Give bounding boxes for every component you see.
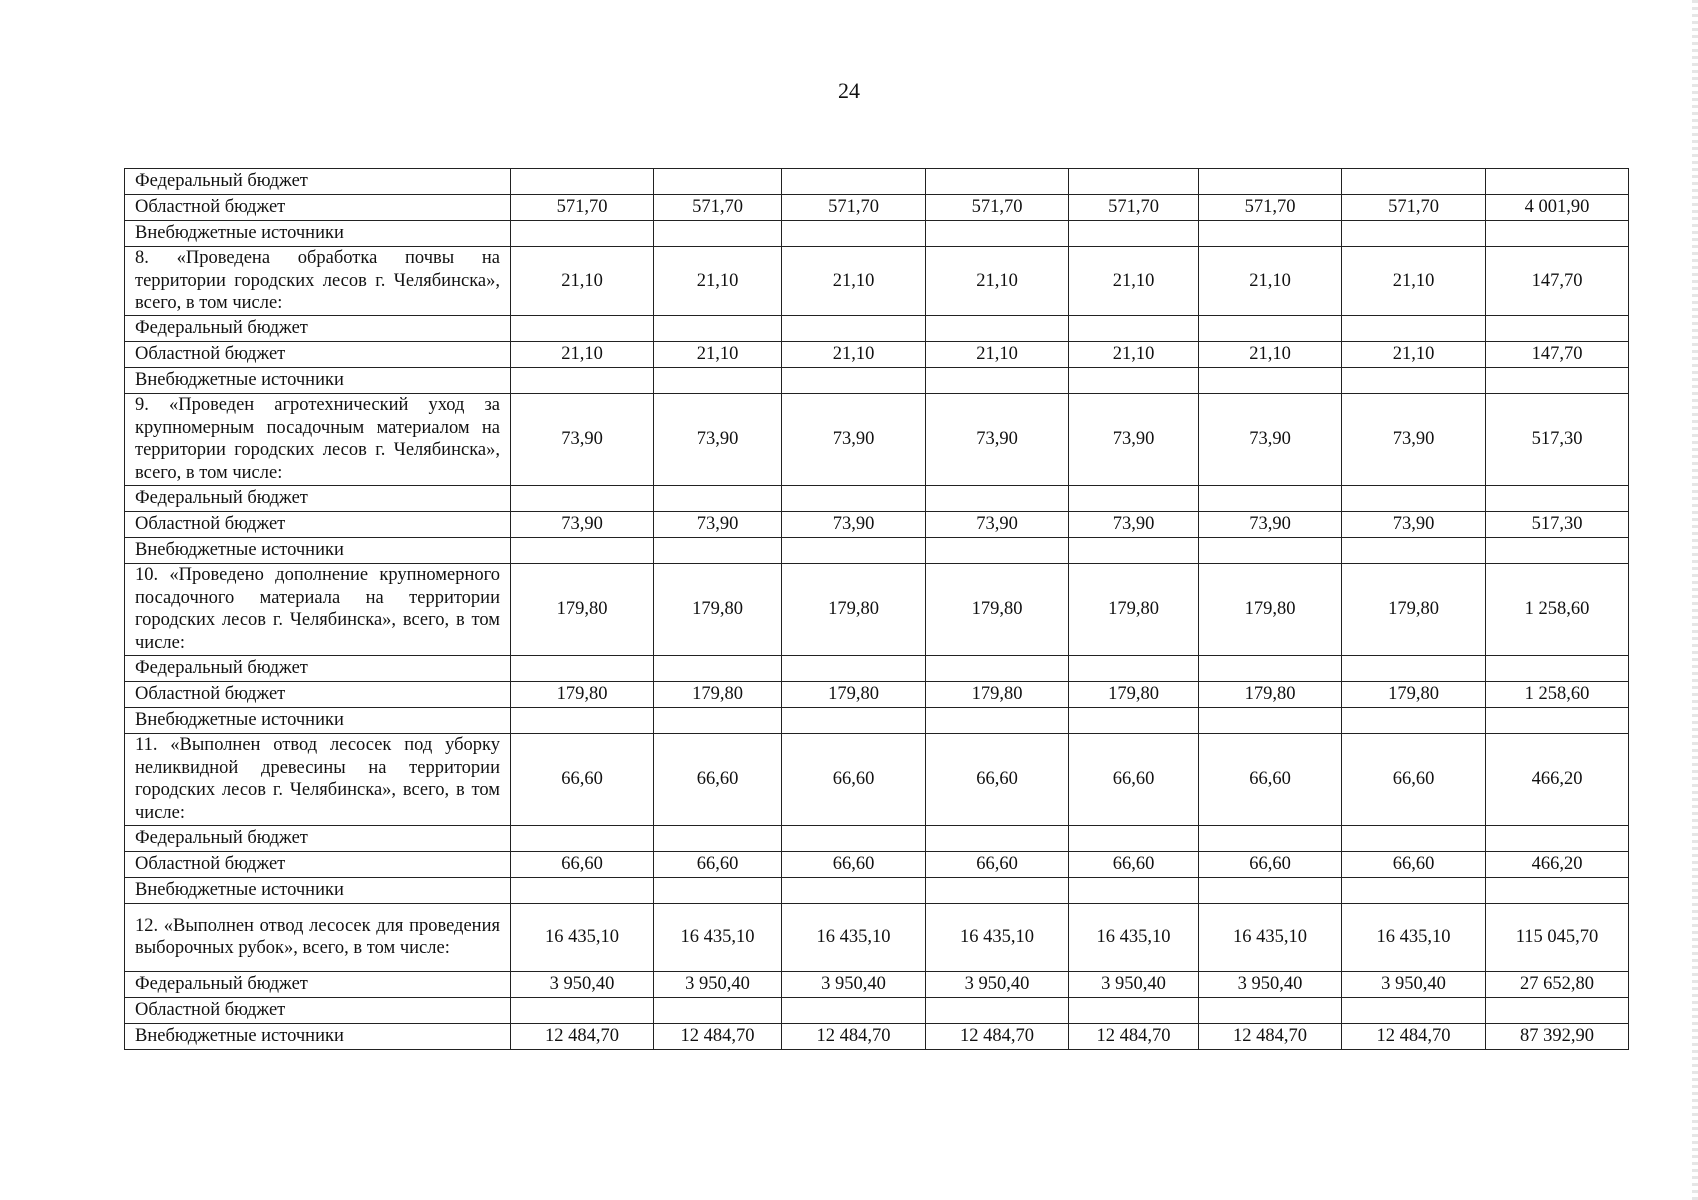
value-cell xyxy=(511,655,654,681)
value-cell: 179,80 xyxy=(1199,681,1342,707)
value-cell: 66,60 xyxy=(654,851,782,877)
row-label: Внебюджетные источники xyxy=(125,367,511,393)
value-cell: 66,60 xyxy=(1342,851,1486,877)
value-cell: 73,90 xyxy=(654,393,782,485)
value-cell: 66,60 xyxy=(1342,733,1486,825)
value-cell: 571,70 xyxy=(511,195,654,221)
table-row xyxy=(125,971,1629,997)
budget-table xyxy=(124,168,1629,1050)
value-cell xyxy=(654,485,782,511)
value-cell xyxy=(1069,825,1199,851)
value-cell xyxy=(511,221,654,247)
total-cell xyxy=(1486,707,1629,733)
value-cell xyxy=(926,997,1069,1023)
value-cell: 21,10 xyxy=(1069,247,1199,316)
value-cell: 66,60 xyxy=(926,733,1069,825)
row-label: Федеральный бюджет xyxy=(125,485,511,511)
value-cell: 73,90 xyxy=(1069,393,1199,485)
value-cell: 16 435,10 xyxy=(1069,903,1199,971)
total-cell: 147,70 xyxy=(1486,247,1629,316)
value-cell xyxy=(926,169,1069,195)
total-cell xyxy=(1486,367,1629,393)
value-cell: 3 950,40 xyxy=(654,971,782,997)
total-cell xyxy=(1486,537,1629,563)
row-label: 10. «Проведено дополнение крупномерного посадочного материала на территории городских лесов г. Челябинска», всего, в том числе: xyxy=(125,563,511,655)
total-cell xyxy=(1486,169,1629,195)
value-cell xyxy=(782,655,926,681)
total-cell: 115 045,70 xyxy=(1486,903,1629,971)
value-cell: 21,10 xyxy=(782,341,926,367)
row-label: Внебюджетные источники xyxy=(125,1023,511,1049)
value-cell: 21,10 xyxy=(1069,341,1199,367)
row-label: Внебюджетные источники xyxy=(125,707,511,733)
value-cell: 21,10 xyxy=(1199,247,1342,316)
table-row xyxy=(125,169,1629,195)
value-cell xyxy=(926,221,1069,247)
value-cell: 21,10 xyxy=(926,341,1069,367)
value-cell: 179,80 xyxy=(654,681,782,707)
value-cell: 66,60 xyxy=(1069,733,1199,825)
table-row xyxy=(125,195,1629,221)
table-row xyxy=(125,733,1629,825)
total-cell: 27 652,80 xyxy=(1486,971,1629,997)
row-label: Федеральный бюджет xyxy=(125,971,511,997)
value-cell: 3 950,40 xyxy=(926,971,1069,997)
value-cell xyxy=(511,367,654,393)
value-cell: 179,80 xyxy=(926,563,1069,655)
value-cell: 21,10 xyxy=(511,247,654,316)
value-cell xyxy=(654,221,782,247)
value-cell xyxy=(1342,825,1486,851)
value-cell xyxy=(782,997,926,1023)
table-row xyxy=(125,537,1629,563)
value-cell: 73,90 xyxy=(654,511,782,537)
value-cell: 12 484,70 xyxy=(1342,1023,1486,1049)
value-cell xyxy=(1199,221,1342,247)
value-cell: 571,70 xyxy=(1199,195,1342,221)
value-cell xyxy=(1342,655,1486,681)
value-cell xyxy=(782,825,926,851)
total-cell xyxy=(1486,221,1629,247)
value-cell xyxy=(926,367,1069,393)
table-row xyxy=(125,825,1629,851)
total-cell xyxy=(1486,825,1629,851)
total-cell: 1 258,60 xyxy=(1486,681,1629,707)
value-cell: 179,80 xyxy=(782,681,926,707)
value-cell xyxy=(782,707,926,733)
value-cell xyxy=(782,537,926,563)
table-row xyxy=(125,485,1629,511)
table-row xyxy=(125,1023,1629,1049)
total-cell: 466,20 xyxy=(1486,733,1629,825)
value-cell: 16 435,10 xyxy=(654,903,782,971)
value-cell xyxy=(782,169,926,195)
value-cell: 571,70 xyxy=(1069,195,1199,221)
value-cell xyxy=(1199,825,1342,851)
value-cell: 73,90 xyxy=(511,393,654,485)
table-row xyxy=(125,851,1629,877)
value-cell xyxy=(1069,221,1199,247)
row-label: 12. «Выполнен отвод лесосек для проведения выборочных рубок», всего, в том числе: xyxy=(125,903,511,971)
table-row xyxy=(125,247,1629,316)
value-cell xyxy=(782,367,926,393)
value-cell: 73,90 xyxy=(1342,393,1486,485)
table-row xyxy=(125,221,1629,247)
value-cell xyxy=(1069,367,1199,393)
value-cell xyxy=(926,485,1069,511)
value-cell: 66,60 xyxy=(1069,851,1199,877)
total-cell xyxy=(1486,315,1629,341)
value-cell: 73,90 xyxy=(782,511,926,537)
total-cell xyxy=(1486,877,1629,903)
value-cell xyxy=(654,655,782,681)
row-label: Федеральный бюджет xyxy=(125,655,511,681)
value-cell: 21,10 xyxy=(782,247,926,316)
value-cell: 3 950,40 xyxy=(511,971,654,997)
total-cell: 4 001,90 xyxy=(1486,195,1629,221)
total-cell: 517,30 xyxy=(1486,393,1629,485)
table-row xyxy=(125,707,1629,733)
value-cell: 73,90 xyxy=(926,393,1069,485)
row-label: Областной бюджет xyxy=(125,341,511,367)
value-cell xyxy=(1342,315,1486,341)
value-cell xyxy=(654,367,782,393)
value-cell: 16 435,10 xyxy=(511,903,654,971)
scan-edge-artifact xyxy=(1692,0,1698,1200)
row-label: Областной бюджет xyxy=(125,681,511,707)
total-cell: 466,20 xyxy=(1486,851,1629,877)
value-cell xyxy=(926,825,1069,851)
row-label: Областной бюджет xyxy=(125,997,511,1023)
value-cell: 12 484,70 xyxy=(782,1023,926,1049)
value-cell xyxy=(1069,315,1199,341)
value-cell xyxy=(1342,707,1486,733)
value-cell xyxy=(654,825,782,851)
value-cell xyxy=(511,877,654,903)
value-cell xyxy=(1199,485,1342,511)
value-cell: 571,70 xyxy=(782,195,926,221)
row-label: Федеральный бюджет xyxy=(125,825,511,851)
value-cell: 73,90 xyxy=(511,511,654,537)
value-cell: 179,80 xyxy=(1069,563,1199,655)
value-cell xyxy=(511,825,654,851)
value-cell: 179,80 xyxy=(1069,681,1199,707)
value-cell xyxy=(1069,485,1199,511)
value-cell xyxy=(511,169,654,195)
value-cell: 16 435,10 xyxy=(782,903,926,971)
value-cell xyxy=(511,997,654,1023)
value-cell xyxy=(654,877,782,903)
value-cell xyxy=(1199,315,1342,341)
value-cell xyxy=(1069,169,1199,195)
table-row xyxy=(125,681,1629,707)
value-cell: 179,80 xyxy=(654,563,782,655)
value-cell xyxy=(1199,537,1342,563)
budget-table-body xyxy=(125,169,1629,1050)
value-cell xyxy=(926,707,1069,733)
value-cell xyxy=(1069,707,1199,733)
value-cell xyxy=(1069,997,1199,1023)
value-cell xyxy=(511,707,654,733)
value-cell xyxy=(782,221,926,247)
value-cell xyxy=(1199,367,1342,393)
value-cell xyxy=(1342,169,1486,195)
row-label: Областной бюджет xyxy=(125,195,511,221)
table-row xyxy=(125,341,1629,367)
value-cell: 3 950,40 xyxy=(1342,971,1486,997)
value-cell xyxy=(1342,877,1486,903)
row-label: 11. «Выполнен отвод лесосек под уборку неликвидной древесины на территории городских лесов г. Челябинска», всего, в том числе: xyxy=(125,733,511,825)
value-cell: 21,10 xyxy=(654,341,782,367)
value-cell: 73,90 xyxy=(1069,511,1199,537)
value-cell: 66,60 xyxy=(782,733,926,825)
total-cell xyxy=(1486,485,1629,511)
value-cell: 66,60 xyxy=(511,733,654,825)
value-cell xyxy=(511,485,654,511)
page-number: 24 xyxy=(838,78,860,103)
value-cell: 21,10 xyxy=(926,247,1069,316)
value-cell xyxy=(782,485,926,511)
value-cell xyxy=(511,315,654,341)
value-cell: 21,10 xyxy=(1342,247,1486,316)
value-cell: 73,90 xyxy=(1199,393,1342,485)
total-cell xyxy=(1486,655,1629,681)
value-cell xyxy=(654,997,782,1023)
value-cell: 179,80 xyxy=(511,681,654,707)
value-cell: 21,10 xyxy=(654,247,782,316)
value-cell: 73,90 xyxy=(782,393,926,485)
value-cell xyxy=(1342,997,1486,1023)
value-cell: 179,80 xyxy=(782,563,926,655)
value-cell xyxy=(926,315,1069,341)
value-cell: 16 435,10 xyxy=(1342,903,1486,971)
value-cell: 66,60 xyxy=(511,851,654,877)
row-label: Федеральный бюджет xyxy=(125,315,511,341)
value-cell: 73,90 xyxy=(1342,511,1486,537)
value-cell: 179,80 xyxy=(1342,681,1486,707)
table-row xyxy=(125,903,1629,971)
value-cell xyxy=(1199,169,1342,195)
value-cell: 3 950,40 xyxy=(782,971,926,997)
value-cell xyxy=(1199,655,1342,681)
table-row xyxy=(125,563,1629,655)
table-row xyxy=(125,997,1629,1023)
value-cell: 21,10 xyxy=(1342,341,1486,367)
value-cell xyxy=(654,537,782,563)
value-cell xyxy=(1199,707,1342,733)
value-cell: 179,80 xyxy=(511,563,654,655)
value-cell xyxy=(926,877,1069,903)
value-cell: 66,60 xyxy=(654,733,782,825)
table-row xyxy=(125,511,1629,537)
value-cell: 21,10 xyxy=(1199,341,1342,367)
value-cell xyxy=(926,655,1069,681)
row-label: Внебюджетные источники xyxy=(125,537,511,563)
value-cell: 16 435,10 xyxy=(1199,903,1342,971)
value-cell: 66,60 xyxy=(1199,851,1342,877)
value-cell xyxy=(782,877,926,903)
value-cell xyxy=(1069,877,1199,903)
value-cell: 3 950,40 xyxy=(1069,971,1199,997)
value-cell: 12 484,70 xyxy=(1069,1023,1199,1049)
table-row xyxy=(125,393,1629,485)
table-row xyxy=(125,367,1629,393)
value-cell: 16 435,10 xyxy=(926,903,1069,971)
value-cell: 571,70 xyxy=(654,195,782,221)
value-cell xyxy=(1342,537,1486,563)
value-cell: 3 950,40 xyxy=(1199,971,1342,997)
value-cell xyxy=(1199,877,1342,903)
value-cell xyxy=(1199,997,1342,1023)
value-cell xyxy=(654,315,782,341)
value-cell xyxy=(1342,485,1486,511)
value-cell xyxy=(782,315,926,341)
total-cell xyxy=(1486,997,1629,1023)
value-cell: 12 484,70 xyxy=(654,1023,782,1049)
row-label: 9. «Проведен агротехнический уход за крупномерным посадочным материалом на территории городских лесов г. Челябинска», всего, в том числе: xyxy=(125,393,511,485)
value-cell xyxy=(1342,367,1486,393)
table-row xyxy=(125,877,1629,903)
row-label: Областной бюджет xyxy=(125,511,511,537)
value-cell: 571,70 xyxy=(926,195,1069,221)
value-cell: 73,90 xyxy=(926,511,1069,537)
value-cell: 12 484,70 xyxy=(926,1023,1069,1049)
row-label: 8. «Проведена обработка почвы на территории городских лесов г. Челябинска», всего, в том числе: xyxy=(125,247,511,316)
value-cell: 571,70 xyxy=(1342,195,1486,221)
row-label: Федеральный бюджет xyxy=(125,169,511,195)
total-cell: 87 392,90 xyxy=(1486,1023,1629,1049)
value-cell xyxy=(654,707,782,733)
value-cell: 12 484,70 xyxy=(1199,1023,1342,1049)
total-cell: 147,70 xyxy=(1486,341,1629,367)
value-cell xyxy=(511,537,654,563)
value-cell xyxy=(654,169,782,195)
value-cell xyxy=(926,537,1069,563)
value-cell: 66,60 xyxy=(782,851,926,877)
table-row xyxy=(125,315,1629,341)
value-cell xyxy=(1069,537,1199,563)
value-cell: 66,60 xyxy=(1199,733,1342,825)
value-cell xyxy=(1342,221,1486,247)
value-cell: 73,90 xyxy=(1199,511,1342,537)
value-cell: 66,60 xyxy=(926,851,1069,877)
total-cell: 517,30 xyxy=(1486,511,1629,537)
value-cell xyxy=(1069,655,1199,681)
row-label: Областной бюджет xyxy=(125,851,511,877)
value-cell: 12 484,70 xyxy=(511,1023,654,1049)
table-row xyxy=(125,655,1629,681)
value-cell: 21,10 xyxy=(511,341,654,367)
value-cell: 179,80 xyxy=(926,681,1069,707)
row-label: Внебюджетные источники xyxy=(125,221,511,247)
value-cell: 179,80 xyxy=(1342,563,1486,655)
value-cell: 179,80 xyxy=(1199,563,1342,655)
total-cell: 1 258,60 xyxy=(1486,563,1629,655)
row-label: Внебюджетные источники xyxy=(125,877,511,903)
